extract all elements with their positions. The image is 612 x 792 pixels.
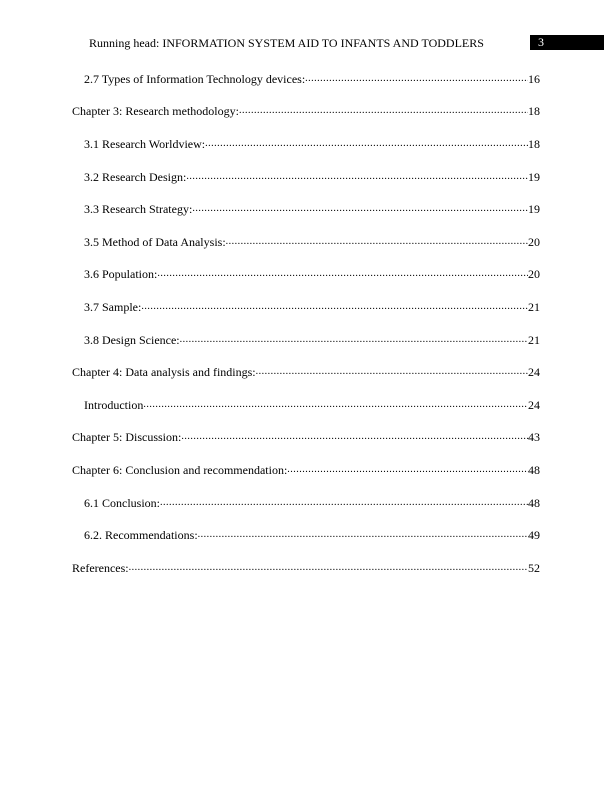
toc-dot-leader <box>141 299 528 315</box>
toc-entry[interactable] <box>84 169 540 185</box>
toc-entry[interactable] <box>84 527 540 543</box>
toc-entry-page: 19 <box>528 202 540 216</box>
toc-dot-leader <box>143 397 528 413</box>
running-head: Running head: INFORMATION SYSTEM AID TO INFANTS AND TODDLERS <box>89 36 484 50</box>
toc-entry-page: 18 <box>528 137 540 151</box>
toc-entry-title: 3.8 Design Science: <box>84 333 180 347</box>
toc-entry[interactable] <box>84 234 540 250</box>
toc-entry-page: 21 <box>528 333 540 347</box>
toc-dot-leader <box>305 71 528 87</box>
toc-entry[interactable] <box>72 462 540 478</box>
toc-entry[interactable] <box>72 429 540 445</box>
toc-entry-page: 24 <box>528 365 540 379</box>
toc-entry-page: 24 <box>528 398 540 412</box>
toc-dot-leader <box>180 332 528 348</box>
toc-entry-page: 16 <box>528 72 540 86</box>
toc-entry[interactable] <box>84 201 540 217</box>
toc-entry-title: 3.7 Sample: <box>84 300 142 314</box>
toc-entry-title: Chapter 3: Research methodology: <box>72 104 239 118</box>
toc-dot-leader <box>181 429 528 445</box>
toc-dot-leader <box>129 560 528 576</box>
toc-entry-page: 20 <box>528 267 540 281</box>
toc-entry[interactable] <box>72 560 540 576</box>
toc-entry-title: 3.2 Research Design: <box>84 170 187 184</box>
toc-entry[interactable] <box>84 71 540 87</box>
toc-entry-page: 43 <box>528 430 540 444</box>
toc-dot-leader <box>205 136 528 152</box>
toc-entry-page: 20 <box>528 235 540 249</box>
toc-entry-title: 3.1 Research Worldview: <box>84 137 206 151</box>
page-number: 3 <box>530 35 604 50</box>
toc-dot-leader <box>256 364 528 380</box>
toc-entry-page: 48 <box>528 463 540 477</box>
toc-dot-leader <box>226 234 528 250</box>
toc-entry-title: 3.3 Research Strategy: <box>84 202 193 216</box>
toc-entry-page: 48 <box>528 496 540 510</box>
toc-entry[interactable] <box>84 495 540 511</box>
toc-dot-leader <box>198 527 528 543</box>
toc-dot-leader <box>157 266 528 282</box>
toc-entry-title: 3.5 Method of Data Analysis: <box>84 235 226 249</box>
toc-entry-title: 3.6 Population: <box>84 267 158 281</box>
toc-entry[interactable] <box>84 332 540 348</box>
toc-dot-leader <box>186 169 528 185</box>
toc-entry[interactable] <box>84 397 540 413</box>
toc-dot-leader <box>160 495 528 511</box>
toc-entry[interactable] <box>84 136 540 152</box>
toc-dot-leader <box>192 201 528 217</box>
toc-entry-page: 21 <box>528 300 540 314</box>
toc-entry-title: 2.7 Types of Information Technology devices: <box>84 72 306 86</box>
toc-entry-title: References: <box>72 561 129 575</box>
toc-entry-page: 19 <box>528 170 540 184</box>
page-header <box>0 35 612 51</box>
toc-entry-title: 6.1 Conclusion: <box>84 496 161 510</box>
toc-entry[interactable] <box>84 299 540 315</box>
toc-entry[interactable] <box>84 266 540 282</box>
toc-entry-title: Chapter 5: Discussion: <box>72 430 182 444</box>
toc-entry[interactable] <box>72 103 540 119</box>
toc-entry-title: Chapter 6: Conclusion and recommendation: <box>72 463 288 477</box>
toc-entry-page: 18 <box>528 104 540 118</box>
toc-entry-page: 49 <box>528 528 540 542</box>
toc-dot-leader <box>239 103 528 119</box>
toc-entry-title: Chapter 4: Data analysis and findings: <box>72 365 256 379</box>
toc-entry[interactable] <box>72 364 540 380</box>
toc-entry-title: 6.2. Recommendations: <box>84 528 198 542</box>
toc-dot-leader <box>287 462 528 478</box>
toc-entry-title: Introduction <box>84 398 144 412</box>
toc-entry-page: 52 <box>528 561 540 575</box>
